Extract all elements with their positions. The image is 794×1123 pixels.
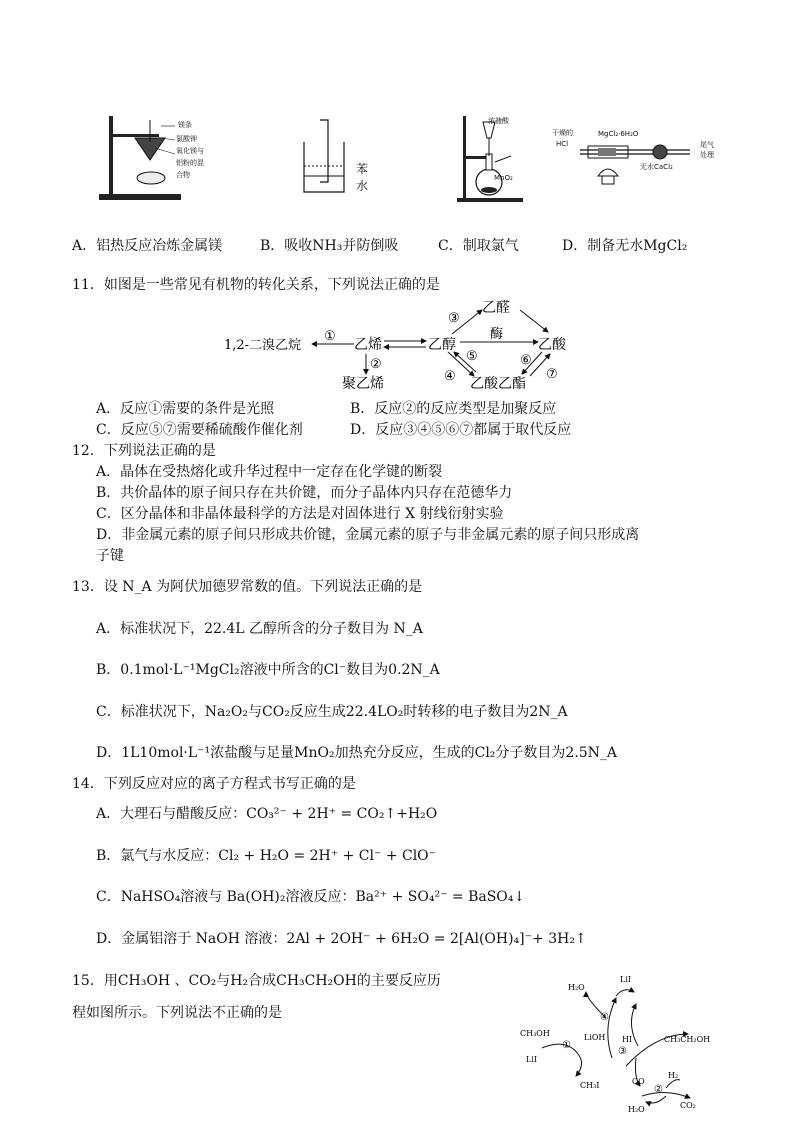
- fig2-label-1: 水: [356, 179, 369, 193]
- q14-option-a: A．大理石与醋酸反应：CO₃²⁻ + 2H⁺ = CO₂↑+H₂O: [96, 806, 438, 822]
- q11-conversion-diagram: [220, 296, 600, 392]
- q15-h2: H₂: [668, 1071, 679, 1080]
- q11-enzyme: 酶: [490, 327, 504, 342]
- beaker-apparatus: [298, 118, 348, 198]
- apparatus-option-a: A．铝热反应冶炼金属镁: [72, 238, 223, 254]
- q13-option-c: C．标准状况下，Na₂O₂与CO₂反应生成22.4LO₂时转移的电子数目为2N_A: [96, 704, 568, 720]
- q15-reaction-cycle: [516, 968, 736, 1118]
- apparatus-option-d: D．制备无水MgCl₂: [562, 238, 688, 254]
- fig1-label-4: 合物: [176, 171, 190, 179]
- q11-polyethylene: 聚乙烯: [342, 376, 384, 392]
- q12-stem: 12．下列说法正确的是: [72, 443, 216, 459]
- q14-stem: 14．下列反应对应的离子方程式书写正确的是: [72, 776, 356, 792]
- fig3-label-0: 浓盐酸: [488, 117, 509, 125]
- q14-option-b: B．氯气与水反应：Cl₂ + H₂O = 2H⁺ + Cl⁻ + ClO⁻: [96, 848, 437, 864]
- q12-option-d-line2: 子键: [96, 548, 124, 564]
- q15-ch3oh: CH₃OH: [520, 1029, 550, 1038]
- q15-n4: ④: [600, 1012, 609, 1023]
- fig1-label-2: 氧化镁与: [176, 147, 204, 155]
- q15-lii-top: LiI: [620, 975, 632, 984]
- q13-option-b: B．0.1mol·L⁻¹MgCl₂溶液中所含的Cl⁻数目为0.2N_A: [96, 662, 440, 678]
- q11-dibromoethane: 1,2-二溴乙烷: [224, 338, 302, 353]
- q15-lioh: LiOH: [584, 1033, 606, 1042]
- fig4-label-4: 尾气: [700, 141, 714, 149]
- q15-h2o-bottom: H₂O: [628, 1105, 645, 1114]
- fig4-label-1: HCl: [556, 140, 569, 148]
- q12-option-b: B．共价晶体的原子间只存在共价键，而分子晶体内只存在范德华力: [96, 485, 513, 501]
- q15-stem-line1: 15．用CH₃OH 、CO₂与H₂合成CH₃CH₂OH的主要反应历: [72, 973, 441, 989]
- q11-n2: ②: [370, 357, 382, 372]
- fig4-label-0: 干燥的: [552, 129, 573, 137]
- apparatus-option-c: C．制取氯气: [438, 238, 519, 254]
- thermite-apparatus: [95, 112, 235, 204]
- q15-n2: ②: [654, 1084, 663, 1095]
- q11-option-b: B．反应②的反应类型是加聚反应: [350, 401, 557, 417]
- q11-option-a: A．反应①需要的条件是光照: [96, 401, 275, 417]
- q11-n1: ①: [324, 329, 336, 344]
- q14-option-d: D．金属铝溶于 NaOH 溶液：2Al + 2OH⁻ + 6H₂O = 2[Al(OH)₄]⁻+ 3H₂↑: [96, 931, 587, 947]
- q15-n3: ③: [618, 1046, 627, 1057]
- q11-option-d: D．反应③④⑤⑥⑦都属于取代反应: [350, 422, 572, 438]
- q15-ch3i: CH₃I: [580, 1081, 600, 1090]
- q11-stem: 11．如图是一些常见有机物的转化关系，下列说法正确的是: [72, 277, 440, 293]
- q11-n5: ⑤: [466, 349, 478, 364]
- fig4-label-5: 处理: [700, 151, 714, 159]
- q15-h2o-top: H₂O: [568, 983, 585, 992]
- fig1-label-3: 铝粉的混: [176, 159, 204, 167]
- q14-option-c: C．NaHSO₄溶液与 Ba(OH)₂溶液反应：Ba²⁺ + SO₄²⁻ = BaSO₄↓: [96, 889, 526, 905]
- q15-lii-left: LiI: [526, 1055, 538, 1064]
- q11-option-c: C．反应⑤⑦需要稀硫酸作催化剂: [96, 422, 303, 438]
- q13-option-a: A．标准状况下，22.4L 乙醇所含的分子数目为 N_A: [96, 621, 423, 637]
- q15-co2: CO₂: [680, 1101, 696, 1110]
- fig3-label-1: MnO₂: [494, 174, 513, 182]
- fig4-label-3: 无水CaCl₂: [640, 163, 673, 171]
- q11-ethylene: 乙烯: [354, 337, 382, 353]
- q11-n3: ③: [448, 311, 460, 326]
- q15-stem-line2: 程如图所示。下列说法不正确的是: [72, 1005, 282, 1021]
- q15-hi: HI: [622, 1035, 633, 1044]
- q11-ethanol: 乙醇: [428, 337, 456, 353]
- q15-co: CO: [632, 1077, 645, 1086]
- q12-option-c: C．区分晶体和非晶体最科学的方法是对固体进行 X 射线衍射实验: [96, 506, 504, 522]
- q11-acetaldehyde: 乙醛: [482, 300, 510, 316]
- fig2-label-0: 苯: [356, 162, 369, 176]
- q11-n7: ⑦: [546, 367, 558, 382]
- fig1-label-0: 镁条: [178, 121, 192, 129]
- q13-stem: 13．设 N_A 为阿伏加德罗常数的值。下列说法正确的是: [72, 579, 423, 595]
- q13-option-d: D．1L10mol·L⁻¹浓盐酸与足量MnO₂加热充分反应，生成的Cl₂分子数目为2.5N_A: [96, 745, 618, 761]
- q11-acid: 乙酸: [538, 337, 566, 353]
- q11-n4: ④: [444, 369, 456, 384]
- q12-option-d-line1: D．非金属元素的原子间只形成共价键，金属元素的原子与非金属元素的原子间只形成离: [96, 527, 640, 543]
- fig4-label-2: MgCl₂·6H₂O: [598, 130, 639, 138]
- q11-ester: 乙酸乙酯: [470, 376, 526, 392]
- fig1-label-1: 氯酸钾: [176, 135, 197, 143]
- apparatus-option-b: B．吸收NH₃并防倒吸: [260, 238, 399, 254]
- q15-product: CH₃CH₂OH: [664, 1035, 711, 1044]
- q12-option-a: A．晶体在受热熔化或升华过程中一定存在化学键的断裂: [96, 464, 443, 480]
- q11-n6: ⑥: [520, 353, 532, 368]
- q15-n1: ①: [562, 1040, 571, 1051]
